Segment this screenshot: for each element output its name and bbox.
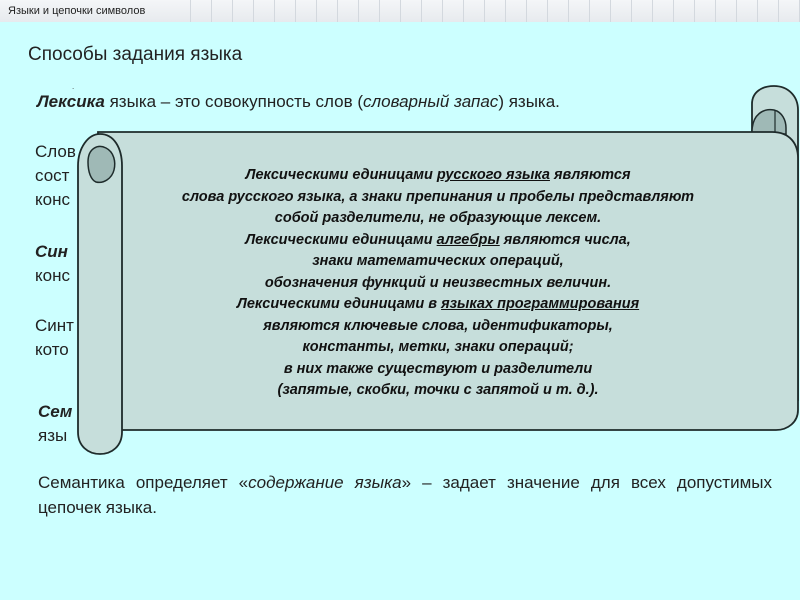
scroll-line-1a: Лексическими единицами <box>245 167 437 183</box>
scroll-line-11: (запятые, скобки, точки с запятой и т. д.). <box>277 382 599 398</box>
header-title: Языки и цепочки символов <box>8 5 146 17</box>
scroll-line-4b: алгебры <box>436 231 500 248</box>
fragment-e: конс <box>35 266 70 285</box>
lexika-text-1: языка – это совокупность слов ( <box>104 92 364 111</box>
lexika-term: Лексика <box>37 92 105 111</box>
fragment-g: кото <box>35 340 69 359</box>
scroll-line-4 <box>118 230 758 252</box>
lexika-text-3: ) языка. <box>498 92 560 111</box>
fragment-i: язы <box>38 426 68 445</box>
fragment-c: конс <box>35 190 70 209</box>
semantics-text-2: содержание языка <box>248 473 402 492</box>
scroll-line-1 <box>118 165 758 187</box>
semantics-text-1: Семантика определяет « <box>38 473 249 492</box>
fragment-h: Сем <box>38 402 73 421</box>
scroll-line-7b: языках программирования <box>441 296 640 312</box>
scroll-line-9: константы, метки, знаки операций; <box>302 339 574 355</box>
scroll-line-7 <box>118 294 758 316</box>
scroll-line-4c: являются числа, <box>499 231 631 248</box>
scroll-line-5: знаки математических операций, <box>312 253 564 269</box>
scroll-line-10: в них также существуют и разделители <box>283 360 593 377</box>
fragment-f: Синт <box>35 316 74 335</box>
scroll-line-1c: являются <box>549 167 631 183</box>
scroll-line-2: слова русского языка, а знаки препинания и пробелы представляют <box>181 188 695 205</box>
scroll-line-8: являются ключевые слова, идентификаторы, <box>263 317 613 334</box>
scroll-text <box>118 165 758 402</box>
scroll-left-curl <box>88 147 115 183</box>
slide-title: Способы задания языка <box>28 44 243 65</box>
lexika-text-2: словарный запас <box>363 92 499 111</box>
semantics-text-3: » – задает значение для всех допустимых цепочек языка. <box>38 473 772 517</box>
fragment-d: Син <box>35 242 68 261</box>
scroll-line-7a: Лексическими единицами в <box>236 296 442 312</box>
scroll-line-4a: Лексическими единицами <box>245 231 437 248</box>
scroll-line-1b: русского языка <box>436 167 550 183</box>
scroll-line-3: собой разделители, не образующие лексем. <box>274 210 602 226</box>
fragment-b: сост <box>35 166 70 185</box>
fragment-a: Слов <box>35 142 76 161</box>
tiny-dot: . <box>72 82 75 91</box>
scroll-line-6: обозначения функций и неизвестных величин. <box>264 274 612 291</box>
